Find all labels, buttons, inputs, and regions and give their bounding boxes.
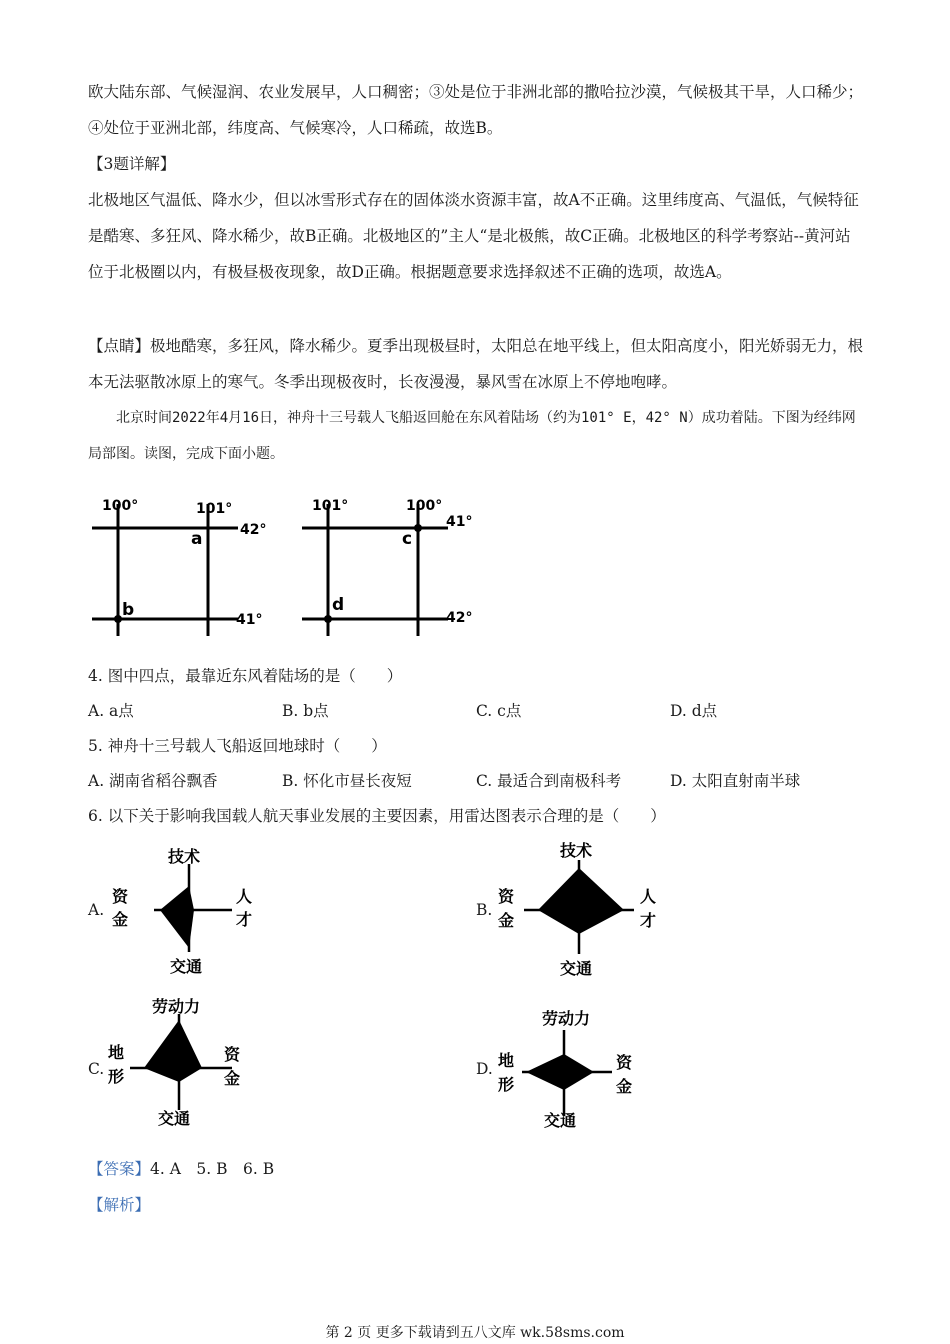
radar-b-top: 技术	[560, 841, 593, 860]
radar-a-right2: 才	[236, 910, 253, 929]
radar-chart-d	[494, 1004, 664, 1132]
q6-option-a-letter[interactable]: A.	[88, 901, 105, 919]
q4-option-c[interactable]: C. c点	[476, 702, 522, 720]
radar-d-right1: 资	[616, 1053, 633, 1072]
answer-label: 【答案】	[88, 1160, 151, 1178]
q6-stem: 6. 以下关于影响我国载人航天事业发展的主要因素，用雷达图表示合理的是（ ）	[88, 807, 666, 825]
radar-c-left2: 形	[108, 1067, 125, 1086]
radar-chart-c	[104, 992, 264, 1132]
dianjing-note: 【点睛】极地酷寒，多狂风，降水稀少。夏季出现极昼时，太阳总在地平线上，但太阳高度小，阳光娇弱无力，根本无法驱散冰原上的寒气。冬季出现极夜时，长夜漫漫，暴风雪在冰原上不停地咆哮。	[88, 337, 864, 391]
radar-a-left2: 金	[112, 910, 129, 929]
radar-d-bottom: 交通	[544, 1111, 577, 1130]
radar-b-right2: 才	[640, 911, 657, 930]
lat-lon-grid-2	[298, 492, 498, 642]
lat-lon-grid-1	[88, 492, 288, 642]
point-d: d	[332, 595, 345, 615]
radar-b-bottom: 交通	[560, 959, 593, 978]
radar-c-right1: 资	[224, 1045, 241, 1064]
grid2-lon-right: 100°	[406, 498, 443, 514]
grid1-lon-right: 101°	[196, 501, 233, 517]
q5-option-a[interactable]: A. 湖南省稻谷飘香	[88, 772, 218, 790]
radar-d-right2: 金	[616, 1077, 633, 1096]
radar-a-left1: 资	[112, 887, 129, 906]
radar-a-right1: 人	[236, 887, 253, 906]
q6-option-d-letter[interactable]: D.	[476, 1060, 493, 1078]
point-a: a	[191, 529, 203, 549]
radar-d-left2: 形	[498, 1075, 515, 1094]
grid2-lat-top: 41°	[446, 514, 473, 530]
radar-c-top: 劳动力	[152, 997, 201, 1016]
page-footer: 第 2 页 更多下载请到五八文库 wk.58sms.com	[325, 1325, 625, 1341]
q5-option-c[interactable]: C. 最适合到南极科考	[476, 772, 622, 790]
radar-c-left1: 地	[108, 1043, 125, 1062]
answer-text: 4. A 5. B 6. B	[150, 1160, 275, 1178]
grid2-lat-bottom: 42°	[446, 610, 473, 626]
q4-option-b[interactable]: B. b点	[282, 702, 329, 720]
radar-c-right2: 金	[224, 1069, 241, 1088]
radar-chart-a	[104, 842, 264, 982]
radar-b-right1: 人	[640, 887, 657, 906]
analysis-label: 【解析】	[88, 1196, 151, 1214]
q4-option-a[interactable]: A. a点	[88, 702, 134, 720]
paragraph-continued: 欧大陆东部、气候湿润、农业发展早，人口稠密；③处是位于非洲北部的撒哈拉沙漠，气候极其干旱，人口稀少；④处位于亚洲北部，纬度高、气候寒冷，人口稀疏，故选B。	[88, 83, 864, 137]
q5-option-b[interactable]: B. 怀化市昼长夜短	[282, 772, 412, 790]
grid2-lon-left: 101°	[312, 498, 349, 514]
point-b: b	[122, 600, 135, 620]
point-c: c	[402, 529, 413, 549]
radar-c-bottom: 交通	[158, 1109, 191, 1128]
radar-d-top: 劳动力	[542, 1009, 591, 1028]
q5-stem: 5. 神舟十三号载人飞船返回地球时（ ）	[88, 737, 387, 755]
grid1-lat-bottom: 41°	[236, 612, 263, 628]
question-intro: 北京时间2022年4月16日，神舟十三号载人飞船返回舱在东风着陆场（约为101° E，42° N）成功着陆。下图为经纬网局部图。读图，完成下面小题。	[88, 410, 856, 462]
q4-stem: 4. 图中四点，最靠近东风着陆场的是（ ）	[88, 667, 403, 685]
radar-chart-b	[494, 838, 664, 980]
q6-option-b-letter[interactable]: B.	[476, 901, 493, 919]
grid1-lat-top: 42°	[240, 522, 267, 538]
grid1-lon-left: 100°	[102, 498, 139, 514]
q4-option-d[interactable]: D. d点	[670, 702, 718, 720]
q6-option-c-letter[interactable]: C.	[88, 1060, 105, 1078]
q3-explanation: 北极地区气温低、降水少，但以冰雪形式存在的固体淡水资源丰富，故A不正确。这里纬度高、气温低，气候特征是酷寒、多狂风、降水稀少，故B正确。北极地区的”主人“是北极熊，故C正确。北极地区的科学考察站--黄河站位于北极圈以内，有极昼极夜现象，故D正确。根据题意要求选择叙述不正确的选项，故选A。	[88, 191, 859, 281]
radar-d-left1: 地	[498, 1051, 515, 1070]
radar-a-bottom: 交通	[170, 957, 203, 976]
radar-b-left1: 资	[498, 887, 515, 906]
q3-heading: 【3题详解】	[88, 155, 176, 173]
radar-b-left2: 金	[498, 911, 515, 930]
q5-option-d[interactable]: D. 太阳直射南半球	[670, 772, 801, 790]
radar-a-top: 技术	[168, 847, 201, 866]
